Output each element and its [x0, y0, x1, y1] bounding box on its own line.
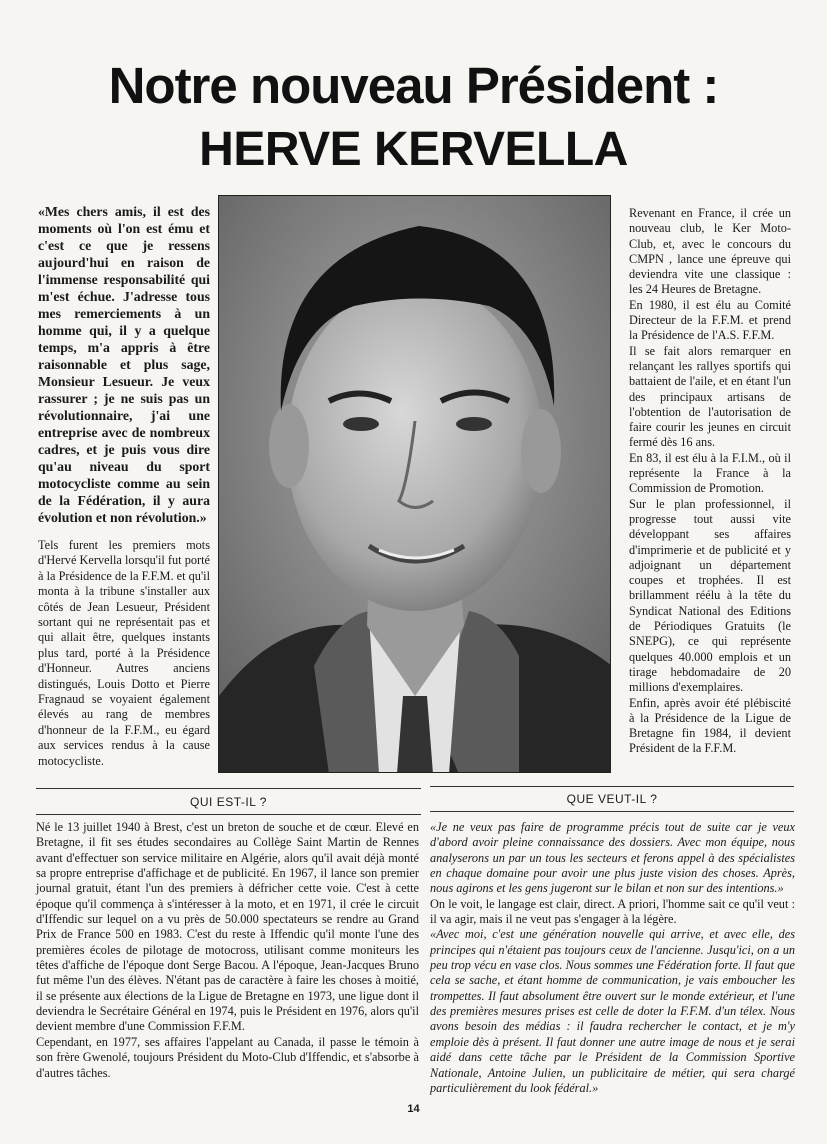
biography-paragraph: Revenant en France, il crée un nouveau club, le Ker Moto-Club, et, avec le concours du CMPN , lance une épreuve qui deviendra vite une classique : les 24 Heures de Bretagne.	[629, 206, 791, 297]
section-qui-est-il-body	[36, 820, 419, 1081]
section-paragraph: Né le 13 juillet 1940 à Brest, c'est un breton de souche et de cœur. Elevé en Bretagne, il fit ses études secondaires au Collège Saint Martin de Rennes avant d'effectuer son service militaire en Algérie, alors qu'il avait déjà monté sa propre entreprise d'affichage et de publicité. En 1967, il lance son premier journal gratuit, étant l'un des premiers à défricher cette voie. C'est à cette époque qu'il commença à s'intéresser à la moto, et en 1971, il crée le circuit d'Iffendic sur lequel on a vu près de 50.000 spectateurs se rendre au Grand Prix de France 500 en 1983. C'est du reste à Iffendic qu'il monte l'une des premières écoles de pilotage de motocross, utilisant comme moniteurs les têtes d'affiche de l'époque dont Serge Bacou. A l'époque, Jean-Jacques Bruno fut même l'un des élèves. N'étant pas de caractère à faire les choses à moitié, il se présente aux élections de la Ligue de Bretagne en 1973, une ligue dont il deviendra le Secrétaire Général en 1974, puis le Président en 1976, alors qu'il devient membre d'une Commission F.F.M.	[36, 820, 419, 1034]
quote-paragraph: «Avec moi, c'est une génération nouvelle qui arrive, et avec elle, des principes qui n'étaient pas toujours ceux de l'ancienne. Jusqu'ici, on a un peu trop vécu en vase clos. Nous sommes une Fédération forte. Il faut que cela se sache, et étant homme de communication, je vais emboucher les trompettes. Il faut absolument être ouvert sur le monde extérieur, et l'une des premières mesures prises est celle de doter la F.F.M. d'un télex. Nous avons besoin des médias : il faudra rechercher le contact, et je m'y emploie dès à présent. Il faut donner une autre image de nous et je serai aidé dans cette tâche par le Président de la Commission Sportive Nationale, Antoine Julien, un publicitaire de métier, qui sera chargé particulièrement du look fédéral.»	[430, 927, 795, 1095]
section-paragraph: On le voit, le langage est clair, direct. A priori, l'homme sait ce qu'il veut : il va agir, mais il ne veut pas s'engager à la légère.	[430, 896, 795, 927]
title-line-2: HERVE KERVELLA	[199, 123, 628, 176]
biography-paragraph: Enfin, après avoir été plébiscité à la Présidence de la Ligue de Bretagne fin 1984, il devient Président de la F.F.M.	[629, 695, 791, 756]
quote-paragraph: «Je ne veux pas faire de programme précis tout de suite car je veux d'abord avoir pleine connaissance des dossiers. Avec mon équipe, nous analyserons un par un tous les secteurs et ferons appel à des spécialistes en chaque domaine pour avoir une plus juste vision des choses. Après, nous agirons et les gens jugeront sur le bilan et non sur des intentions.»	[430, 820, 795, 896]
section-que-veut-il-body	[430, 820, 795, 1096]
page-number: 14	[407, 1103, 420, 1115]
divider-left-bottom	[36, 814, 421, 815]
biography-paragraph: En 1980, il est élu au Comité Directeur de la F.F.M. et prend la Présidence de l'A.S. F.F.M.	[629, 297, 791, 343]
section-heading-qui-est-il: QUI EST-IL ?	[190, 795, 267, 809]
biography-paragraph: Il se fait alors remarquer en relançant les rallyes sportifs qui battaient de l'aile, et en étant l'un des principaux artisans de l'obtention de l'autorisation de faire courir les jeunes en circuit fermé dès 16 ans.	[629, 343, 791, 450]
biography-paragraph: Sur le plan professionnel, il progresse tout aussi vite développant ses affaires d'imprimerie et de publicité et y adjoignant un département coupes et trophées. Il est brillamment réélu à la tête du Syndicat National des Editions de Périodiques Gratuits (le SNEPG), ce qui représente quelques 40.000 emplois et un tirage hebdomadaire de 20 millions d'exemplaires.	[629, 496, 791, 695]
divider-right-top	[430, 786, 794, 787]
biography-column	[629, 206, 791, 757]
section-paragraph: Cependant, en 1977, ses affaires l'appelant au Canada, il passe le témoin à son frère Gwenolé, toujours Président du Moto-Club d'Iffendic, et s'absorbe à d'autres tâches.	[36, 1034, 419, 1080]
biography-paragraph: En 83, il est élu à la F.I.M., où il représente la France à la Commission de Promotion.	[629, 450, 791, 496]
portrait-illustration	[219, 196, 611, 773]
title-line-1: Notre nouveau Président :	[108, 57, 719, 114]
divider-left-top	[36, 788, 421, 789]
section-heading-que-veut-il: QUE VEUT-IL ?	[566, 792, 658, 806]
opening-quote: «Mes chers amis, il est des moments où l'on est ému et c'est ce que je ressens aujourd'hui en raison de l'immense responsabilité qui m'est échue. J'adresse tous mes remerciements à un homme qui, il y a quelque temps, m'a appris à être raisonnable et plus sage, Monsieur Lesueur. Je veux rassurer ; je ne suis pas un révolutionnaire, j'ai une entreprise avec de nombreux cadres, et je puis vous dire qu'au niveau du sport motocycliste comme au sein de la Fédération, il y aura évolution et non révolution.»	[38, 204, 210, 525]
intro-paragraph: Tels furent les premiers mots d'Hervé Kervella lorsqu'il fut porté à la Présidence de la F.F.M. et qu'il monta à la tribune s'installer aux côtés de Jean Lesueur, Président sortant qui ne représentait pas et qui allait être, quelques instants plus tard, porté à la Présidence d'Honneur. Autres anciens distingués, Louis Dotto et Pierre Fragnaud se voyaient également élevés au rang de membres d'honneur de la F.F.M., eu égard aux services rendus à la cause motocycliste.	[38, 538, 210, 768]
portrait-photo	[218, 195, 611, 773]
divider-right-bottom	[430, 811, 794, 812]
